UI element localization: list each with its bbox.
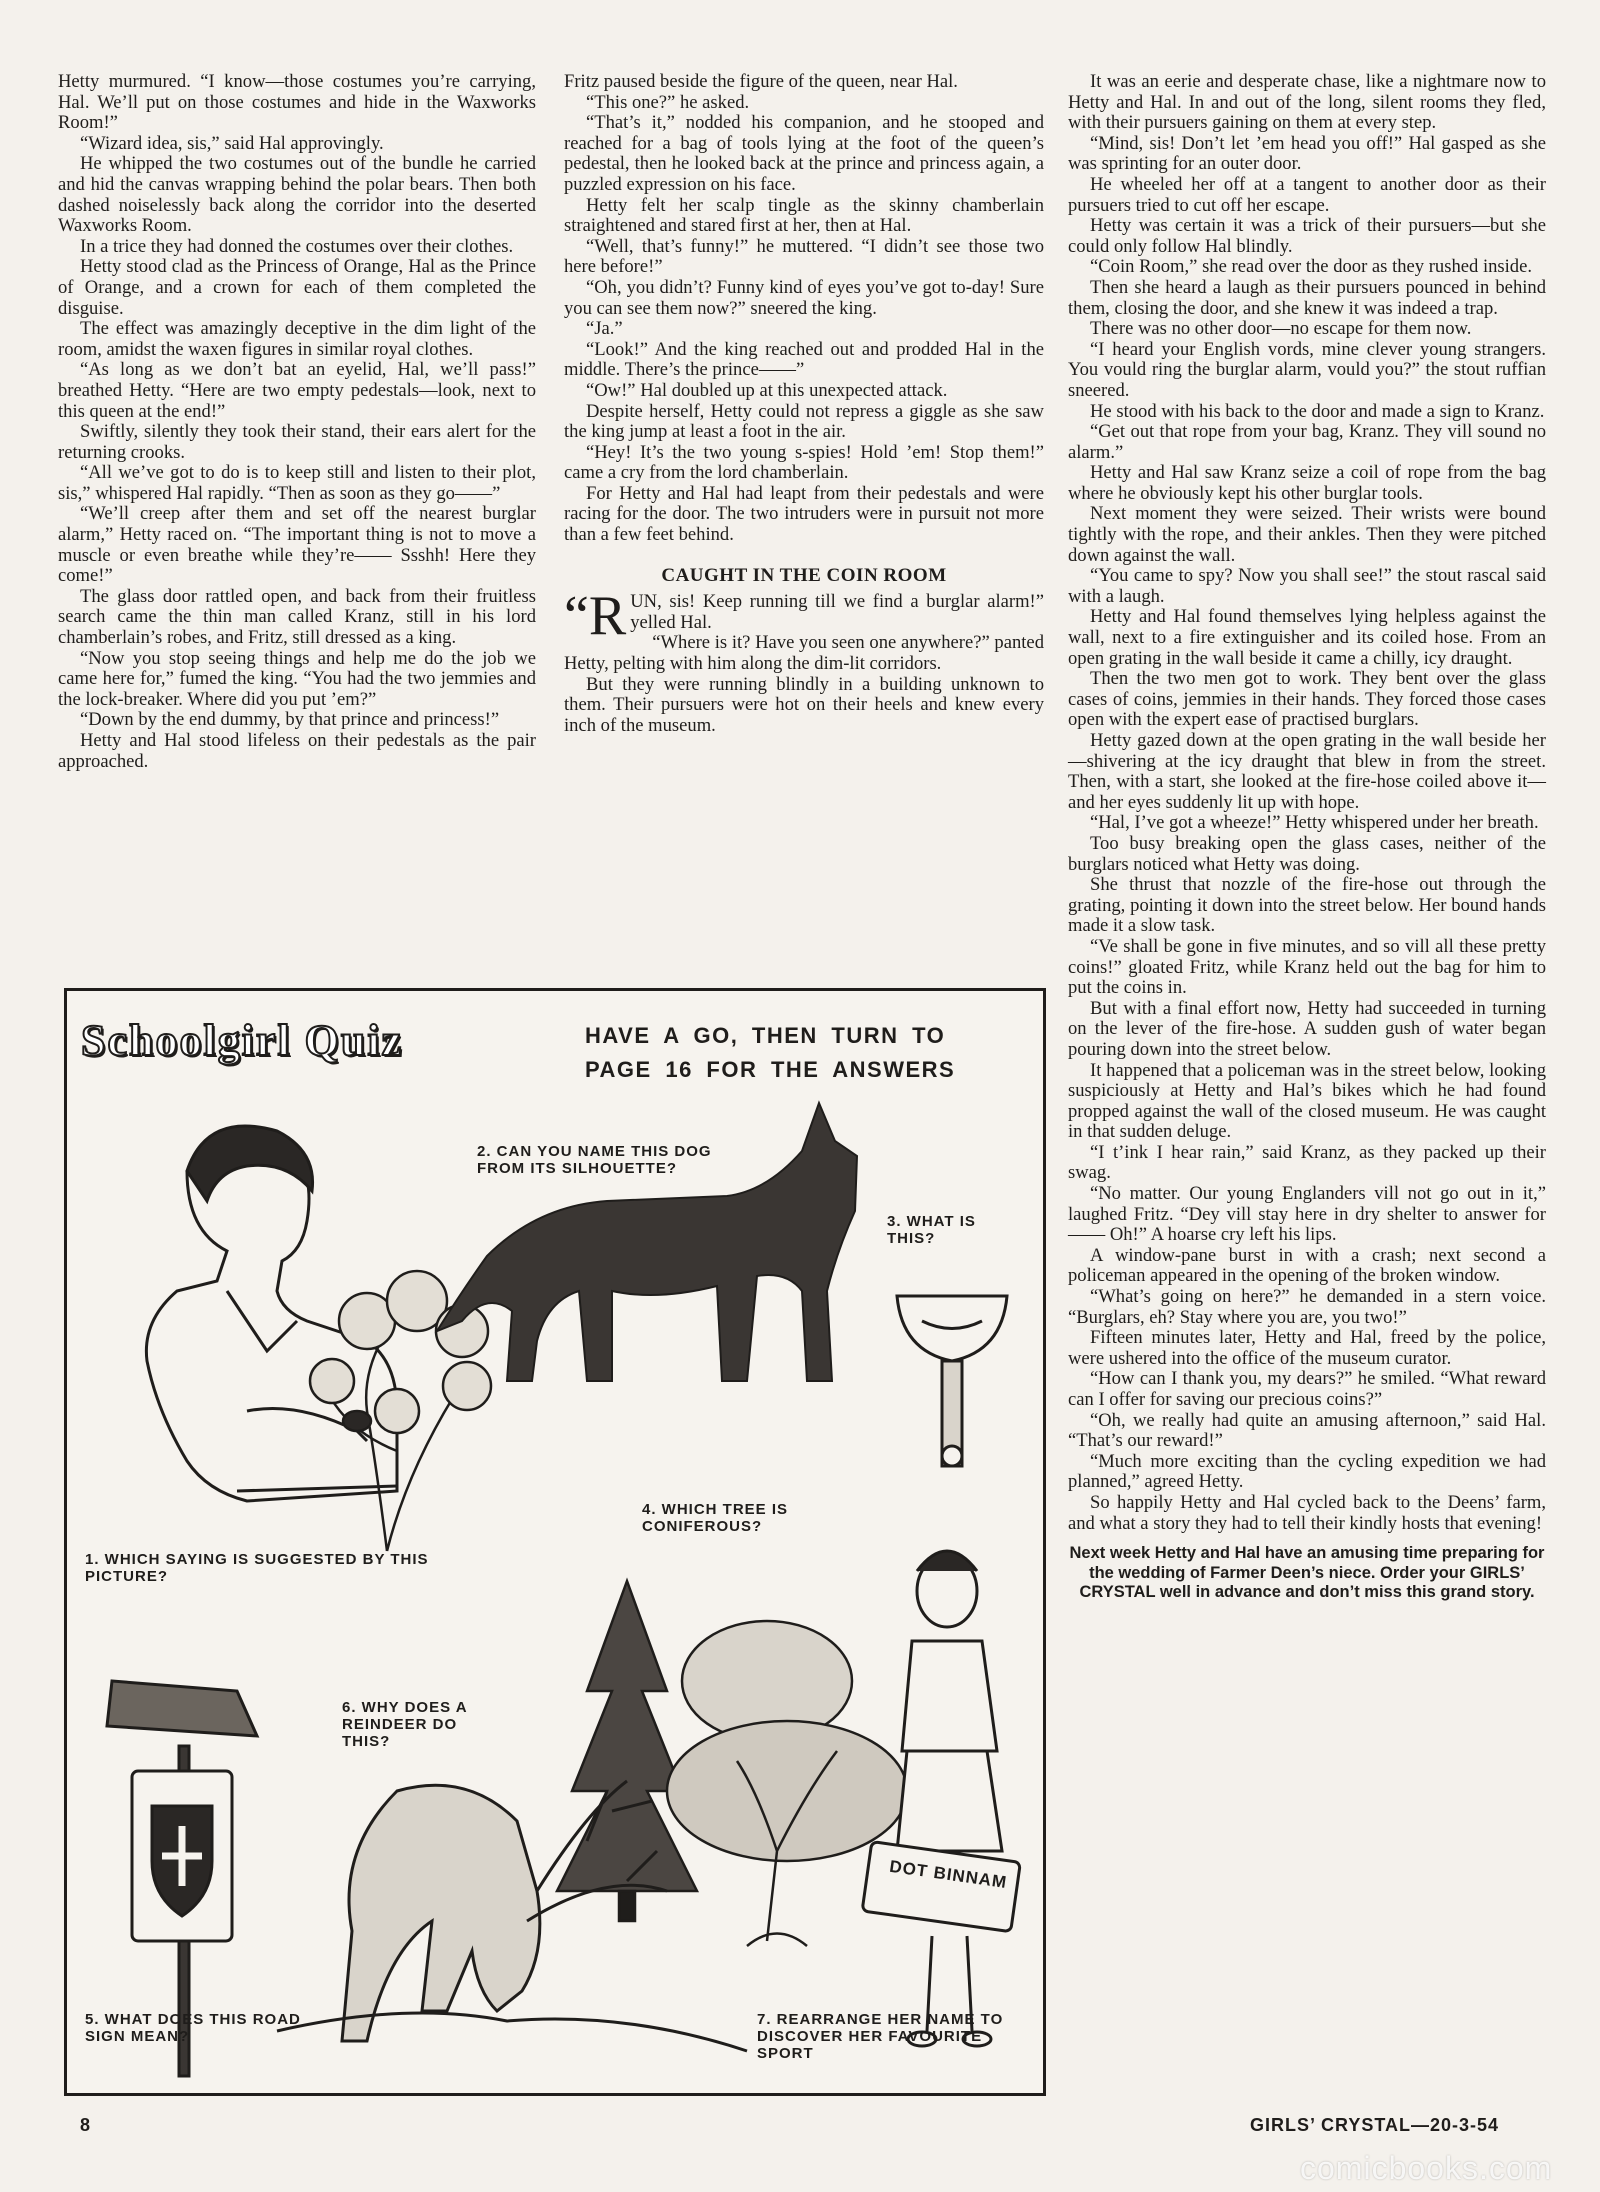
paragraph: “Ja.”: [586, 318, 623, 340]
paragraph: “Hal, I’ve got a wheeze!” Hetty whispered under her breath.: [1090, 812, 1539, 834]
paragraph: “Ve shall be gone in five minutes, and so vill all these pretty coins!” gloated Fritz, while Kranz held out the bag for him to put the coins in.: [1068, 935, 1546, 999]
paragraph: “How can I thank you, my dears?” he smiled. “What reward can I offer for saving our precious coins?”: [1068, 1368, 1546, 1410]
next-week-promo: Next week Hetty and Hal have an amusing time preparing for the wedding of Farmer Deen’s niece. Order your GIRLS’ CRYSTAL well in advance and don’t miss this grand story.: [1069, 1544, 1545, 1601]
paragraph: “This one?” he asked.: [586, 91, 750, 113]
paragraph: It was an eerie and desperate chase, like a nightmare now to Hetty and Hal. In and out of the long, silent rooms they fled, with their pursuers gaining on them at every step.: [1068, 71, 1546, 134]
paragraph: “As long as we don’t bat an eyelid, Hal, we’ll pass!” breathed Hetty. “Here are two empty pedestals—look, next to this queen at the end!”: [58, 359, 536, 422]
paragraph: He stood with his back to the door and made a sign to Kranz.: [1090, 400, 1545, 422]
paragraph: Swiftly, silently they took their stand, their ears alert for the returning crooks.: [58, 421, 536, 463]
issue-credit: GIRLS’ CRYSTAL—20-3-54: [1250, 2115, 1500, 2135]
paragraph: But they were running blindly in a building unknown to them. Their pursuers were hot on their heels and knew every inch of the museum.: [564, 673, 1044, 736]
paragraph: It happened that a policeman was in the street below, looking suspiciously at Hetty and Hal’s bikes which he had found propped against the wall of the closed museum. He was caught in that sudden deluge.: [1068, 1059, 1546, 1143]
paragraph: “Coin Room,” she read over the door as they rushed inside.: [1090, 256, 1533, 278]
paragraph: “That’s it,” nodded his companion, and he stooped and reached for a bag of tools lying at the foot of the queen’s pedestal, then he looked back at the prince and princess again, a puzzled expression on his face.: [564, 112, 1044, 195]
story-column-2: [564, 72, 1044, 736]
paragraph: Despite herself, Hetty could not repress a giggle as she saw the king jump at least a foot in the air.: [564, 400, 1044, 443]
fir-tree-illustration: [557, 1581, 697, 1921]
paragraph: “I t’ink I hear rain,” said Kranz, as they packed up their swag.: [1068, 1141, 1546, 1184]
paragraph: Hetty and Hal found themselves lying helpless against the wall, next to a fire extinguisher and its coiled hose. From an open grating in the wall beside it came a chilly, icy draught.: [1068, 606, 1546, 669]
paragraph: “Oh, we really had quite an amusing afternoon,” said Hal. “That’s our reward!”: [1068, 1409, 1546, 1452]
reindeer-illustration: [277, 1781, 747, 2051]
paragraph: Hetty stood clad as the Princess of Orange, Hal as the Prince of Orange, and a crown for each of them completed the disguise.: [58, 256, 536, 319]
paragraph: “Down by the end dummy, by that prince and princess!”: [80, 709, 500, 731]
quiz-question-7: 7. REARRANGE HER NAME TO DISCOVER HER FAVOURITE SPORT: [757, 2011, 1004, 2062]
paragraph: Hetty was certain it was a trick of their pursuers—but she could only follow Hal blindly.: [1068, 215, 1546, 257]
mystery-object-illustration: [897, 1296, 1007, 1466]
paragraph: But with a final effort now, Hetty had succeeded in turning on the lever of the fire-hose. A sudden gush of water began pouring down into the street below.: [1068, 997, 1546, 1060]
paragraph: “What’s going on here?” he demanded in a stern voice. “Burglars, eh? Stay where you are, you two!”: [1068, 1286, 1546, 1328]
paragraph: For Hetty and Hal had leapt from their pedestals and were racing for the door. The two intruders were in pursuit not more than a few feet behind.: [564, 482, 1044, 546]
paragraph: Hetty murmured. “I know—those costumes you’re carrying, Hal. We’ll put on those costumes and hide in the Waxworks Room!”: [58, 71, 536, 134]
quiz-question-1: 1. WHICH SAYING IS SUGGESTED BY THIS PICTURE?: [85, 1551, 429, 1585]
paragraph: Then she heard a laugh as their pursuers pounced in behind them, closing the door, and she knew it was indeed a trap.: [1068, 276, 1546, 319]
paragraph: He whipped the two costumes out of the bundle he carried and hid the canvas wrapping behind the polar bears. Then both dashed noiselessly back along the corridor into the deserted Waxworks Room.: [58, 153, 536, 237]
paragraph: The effect was amazingly deceptive in the dim light of the room, amidst the waxen figures in similar royal clothes.: [58, 318, 536, 360]
paragraph: “No matter. Our young Englanders vill not go out in it,” laughed Fritz. “Dey vill stay here in dry shelter to answer for—— Oh!” A hoarse cry left his lips.: [1068, 1183, 1546, 1246]
paragraph: Hetty gazed down at the open grating in the wall beside her—shivering at the icy draught that blew in from the street. Then, with a start, she looked at the fire-hose coiled above it—and her eyes suddenly lit up with hope.: [1068, 730, 1546, 813]
paragraph: “Look!” And the king reached out and prodded Hal in the middle. There’s the prince——”: [564, 338, 1044, 381]
paragraph: “I heard your English vords, mine clever young strangers. You vould ring the burglar alarm, vould you?” the stout ruffian sneered.: [1068, 338, 1546, 401]
watermark: comicbooks.com: [1300, 2150, 1553, 2186]
section-subheading: CAUGHT IN THE COIN ROOM: [661, 564, 947, 586]
paragraph: “Get out that rope from your bag, Kranz. They vill sound no alarm.”: [1068, 421, 1546, 463]
quiz-question-3: 3. WHAT IS THIS?: [887, 1213, 976, 1247]
paragraph: He wheeled her off at a tangent to another door as their pursuers tried to cut off her escape.: [1068, 173, 1546, 216]
quiz-panel: [64, 988, 1046, 2096]
case-label: DOT BINNAM: [888, 1856, 1009, 1893]
paragraph: “Well, that’s funny!” he muttered. “I didn’t see those two here before!”: [564, 235, 1044, 278]
paragraph: So happily Hetty and Hal cycled back to the Deens’ farm, and what a story they had to tell their kindly hosts that evening!: [1068, 1491, 1546, 1534]
drop-cap: “R: [564, 585, 627, 648]
paragraph: “All we’ve got to do is to keep still and listen to their plot, sis,” whispered Hal rapidly. “Then as soon as they go——”: [58, 462, 536, 504]
paragraph: Then the two men got to work. They bent over the glass cases of coins, jemmies in their hands. They forced those cases open with the expert ease of practised burglars.: [1068, 668, 1546, 731]
paragraph: “Hey! It’s the two young s-spies! Hold ’em! Stop them!” came a cry from the lord chamberlain.: [564, 441, 1044, 484]
paragraph: Fifteen minutes later, Hetty and Hal, freed by the police, were ushered into the office of the museum curator.: [1068, 1327, 1546, 1369]
story-column-3: [1068, 72, 1546, 1602]
paragraph: “Much more exciting than the cycling expedition we had planned,” agreed Hetty.: [1068, 1450, 1546, 1493]
paragraph: “Ow!” Hal doubled up at this unexpected attack.: [586, 379, 948, 401]
paragraph: Hetty and Hal saw Kranz seize a coil of rope from the bag where he obviously kept his other burglar tools.: [1068, 462, 1546, 504]
paragraph: Too busy breaking open the glass cases, neither of the burglars noticed what Hetty was doing.: [1068, 832, 1546, 875]
paragraph: “Mind, sis! Don’t let ’em head you off!” Hal gasped as she was sprinting for an outer door.: [1068, 132, 1546, 175]
story-column-1: [58, 72, 536, 772]
page-number: 8: [80, 2115, 91, 2135]
quiz-question-5: 5. WHAT DOES THIS ROAD SIGN MEAN?: [85, 2011, 301, 2045]
paragraph: She thrust that nozzle of the fire-hose out through the grating, pointing it down into the street below. Her bound hands made it a slow task.: [1068, 874, 1546, 937]
paragraph: Next moment they were seized. Their wrists were bound tightly with the rope, and their ankles. Then they were pitched down against the wall.: [1068, 503, 1546, 566]
paragraph: “We’ll creep after them and set off the nearest burglar alarm,” Hetty raced on. “The important thing is not to move a muscle or even breathe while they’re—— Ssshh! Here they come!”: [58, 503, 536, 587]
paragraph: “Wizard idea, sis,” said Hal approvingly.: [80, 132, 384, 154]
quiz-title: Schoolgirl Quiz: [81, 1016, 404, 1065]
paragraph: In a trice they had donned the costumes over their clothes.: [80, 235, 514, 257]
paragraph: “Now you stop seeing things and help me do the job we came here for,” fumed the king. “You had the two jemmies and the lock-breaker. Where did you put ’em?”: [58, 647, 536, 710]
paragraph: “Where is it? Have you seen one anywhere?” panted Hetty, pelting with him along the dim-lit corridors.: [564, 632, 1044, 675]
paragraph-text: UN, sis! Keep running till we find a burglar alarm!” yelled Hal.: [630, 591, 1044, 633]
quiz-instruction: HAVE A GO, THEN TURN TO PAGE 16 FOR THE ANSWERS: [585, 1023, 956, 1082]
paragraph: A window-pane burst in with a crash; next second a policeman appeared in the opening of the broken window.: [1068, 1244, 1546, 1287]
quiz-question-2: 2. CAN YOU NAME THIS DOG FROM ITS SILHOUETTE?: [477, 1143, 712, 1177]
paragraph: “Oh, you didn’t? Funny kind of eyes you’ve got to-day! Sure you can see them now?” sneered the king.: [564, 276, 1044, 319]
quiz-question-6: 6. WHY DOES A REINDEER DO THIS?: [342, 1699, 467, 1750]
paragraph: There was no other door—no escape for them now.: [1090, 318, 1472, 340]
paragraph: Fritz paused beside the figure of the queen, near Hal.: [564, 71, 958, 92]
paragraph: [564, 585, 1044, 648]
paragraph: Hetty felt her scalp tingle as the skinny chamberlain straightened and stared first at her, then at Hal.: [564, 194, 1044, 237]
quiz-question-4: 4. WHICH TREE IS CONIFEROUS?: [642, 1501, 789, 1535]
girl-with-case-illustration: [897, 1551, 1002, 2046]
paragraph: “You came to spy? Now you shall see!” the stout rascal said with a laugh.: [1068, 565, 1546, 607]
paragraph: The glass door rattled open, and back from their fruitless search came the thin man called Kranz, still in his lord chamberlain’s robes, and Fritz, still dressed as a king.: [58, 585, 536, 649]
paragraph: Hetty and Hal stood lifeless on their pedestals as the pair approached.: [58, 730, 536, 772]
